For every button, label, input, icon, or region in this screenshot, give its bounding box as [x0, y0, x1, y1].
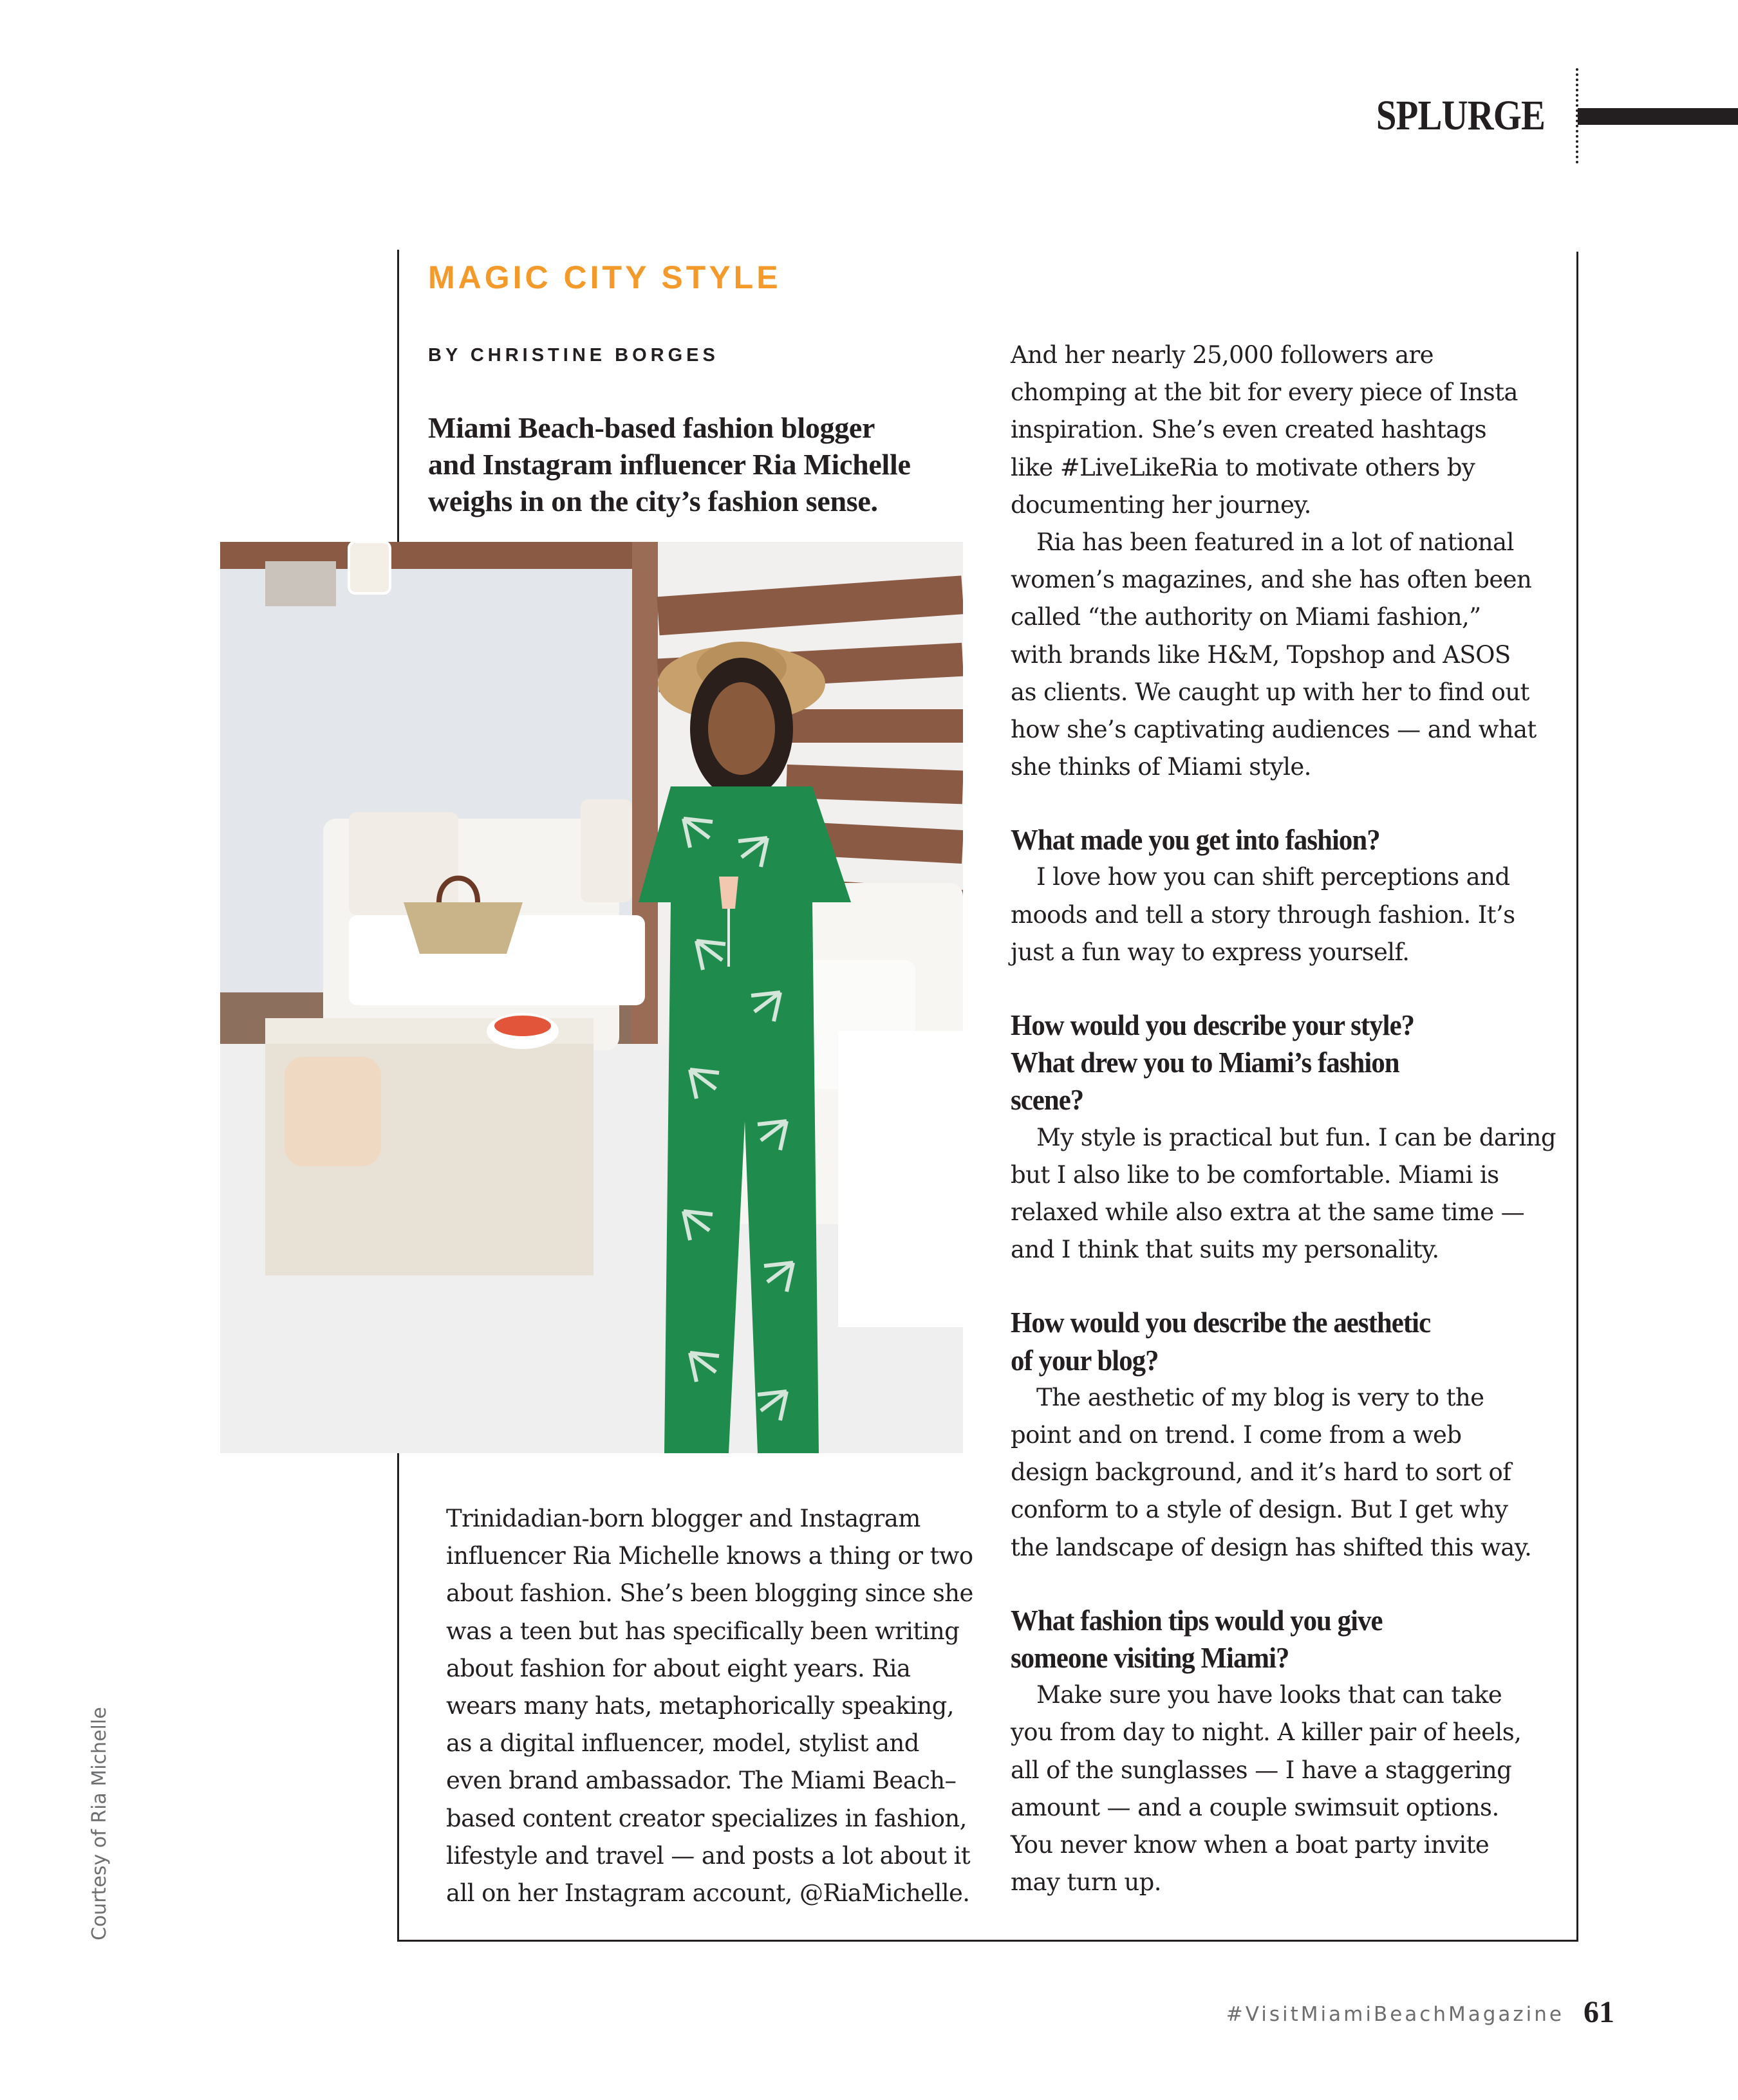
answer-line: conform to a style of design. But I get why: [1011, 1496, 1508, 1524]
answer-line: Make sure you have looks that can take: [1036, 1681, 1502, 1709]
question-heading: What drew you to Miami’s fashion: [1011, 1046, 1399, 1079]
question-heading: someone visiting Miami?: [1011, 1640, 1289, 1674]
question-heading: How would you describe the aesthetic: [1011, 1306, 1431, 1339]
deck-line: weighs in on the city’s fashion sense.: [428, 485, 878, 517]
frame-line-left: [397, 1453, 399, 1942]
photo-illustration: [220, 542, 963, 1453]
question-heading: of your blog?: [1011, 1343, 1159, 1377]
question-heading: What made you get into fashion?: [1011, 823, 1380, 857]
interview-column: [1011, 337, 1564, 1901]
body-line: based content creator specializes in fashion,: [446, 1804, 967, 1832]
section-label: SPLURGE: [1376, 92, 1545, 139]
body-line: she thinks of Miami style.: [1011, 753, 1311, 781]
answer-line: all of the sunglasses — I have a staggering: [1011, 1756, 1512, 1784]
article-deck: [428, 409, 969, 519]
body-line: even brand ambassador. The Miami Beach–: [446, 1767, 957, 1795]
photo-credit: Courtesy of Ria Michelle: [88, 1707, 111, 1940]
answer-line: The aesthetic of my blog is very to the: [1036, 1383, 1484, 1411]
body-line: Trinidadian-born blogger and Instagram: [446, 1505, 920, 1532]
body-line: as a digital influencer, model, stylist and: [446, 1729, 919, 1758]
frame-line-right: [1576, 252, 1578, 1942]
body-line: how she’s captivating audiences — and what: [1011, 715, 1537, 743]
body-line: chomping at the bit for every piece of Insta: [1011, 378, 1518, 407]
body-line: was a teen but has specifically been writing: [446, 1617, 960, 1645]
deck-line: Miami Beach-based fashion blogger: [428, 411, 875, 444]
frame-line-bottom: [397, 1940, 1578, 1942]
article-title: MAGIC CITY STYLE: [428, 259, 781, 295]
answer-line: just a fun way to express yourself.: [1011, 938, 1410, 966]
answer-line: I love how you can shift perceptions and: [1036, 863, 1510, 891]
question-heading: What fashion tips would you give: [1011, 1603, 1383, 1637]
body-line: with brands like H&M, Topshop and ASOS: [1011, 640, 1511, 669]
answer-line: You never know when a boat party invite: [1011, 1830, 1490, 1859]
answer-line: My style is practical but fun. I can be daring: [1036, 1123, 1556, 1151]
body-line: Ria has been featured in a lot of national: [1036, 528, 1514, 556]
frame-line-left: [397, 250, 399, 542]
byline: BY CHRISTINE BORGES: [428, 345, 719, 366]
body-line: inspiration. She’s even created hashtags: [1011, 416, 1486, 444]
body-line: documenting her journey.: [1011, 490, 1311, 519]
answer-line: the landscape of design has shifted this way.: [1011, 1533, 1532, 1561]
body-line: like #LiveLikeRia to motivate others by: [1011, 453, 1475, 481]
feature-photo: [220, 542, 963, 1453]
answer-line: you from day to night. A killer pair of heels,: [1011, 1718, 1522, 1747]
question-heading: How would you describe your style?: [1011, 1008, 1415, 1042]
section-bar: [1578, 108, 1738, 125]
answer-line: moods and tell a story through fashion. It’s: [1011, 900, 1515, 929]
answer-line: and I think that suits my personality.: [1011, 1236, 1439, 1264]
answer-line: amount — and a couple swimsuit options.: [1011, 1793, 1499, 1821]
body-line: And her nearly 25,000 followers are: [1011, 341, 1434, 369]
body-line: about fashion for about eight years. Ria: [446, 1654, 911, 1682]
answer-line: relaxed while also extra at the same time —: [1011, 1198, 1525, 1226]
body-line: called “the authority on Miami fashion,”: [1011, 603, 1481, 631]
body-line: wears many hats, metaphorically speaking,: [446, 1691, 954, 1720]
body-line: all on her Instagram account, @RiaMichelle.: [446, 1879, 970, 1907]
body-line: as clients. We caught up with her to find out: [1011, 678, 1529, 706]
deck-line: and Instagram influencer Ria Michelle: [428, 448, 911, 481]
answer-line: but I also like to be comfortable. Miami is: [1011, 1160, 1499, 1189]
body-line: women’s magazines, and she has often been: [1011, 566, 1532, 594]
question-heading: scene?: [1011, 1083, 1084, 1117]
intro-column: [446, 1500, 973, 1912]
footer-hashtag: #VisitMiamiBeachMagazine: [1226, 2003, 1564, 2026]
body-line: about fashion. She’s been blogging since she: [446, 1579, 973, 1608]
answer-line: design background, and it’s hard to sort of: [1011, 1458, 1511, 1487]
page-number: 61: [1584, 1995, 1614, 2029]
body-line: influencer Ria Michelle knows a thing or two: [446, 1542, 973, 1570]
body-line: lifestyle and travel — and posts a lot about it: [446, 1841, 971, 1870]
answer-line: may turn up.: [1011, 1868, 1161, 1897]
answer-line: point and on trend. I come from a web: [1011, 1420, 1462, 1449]
